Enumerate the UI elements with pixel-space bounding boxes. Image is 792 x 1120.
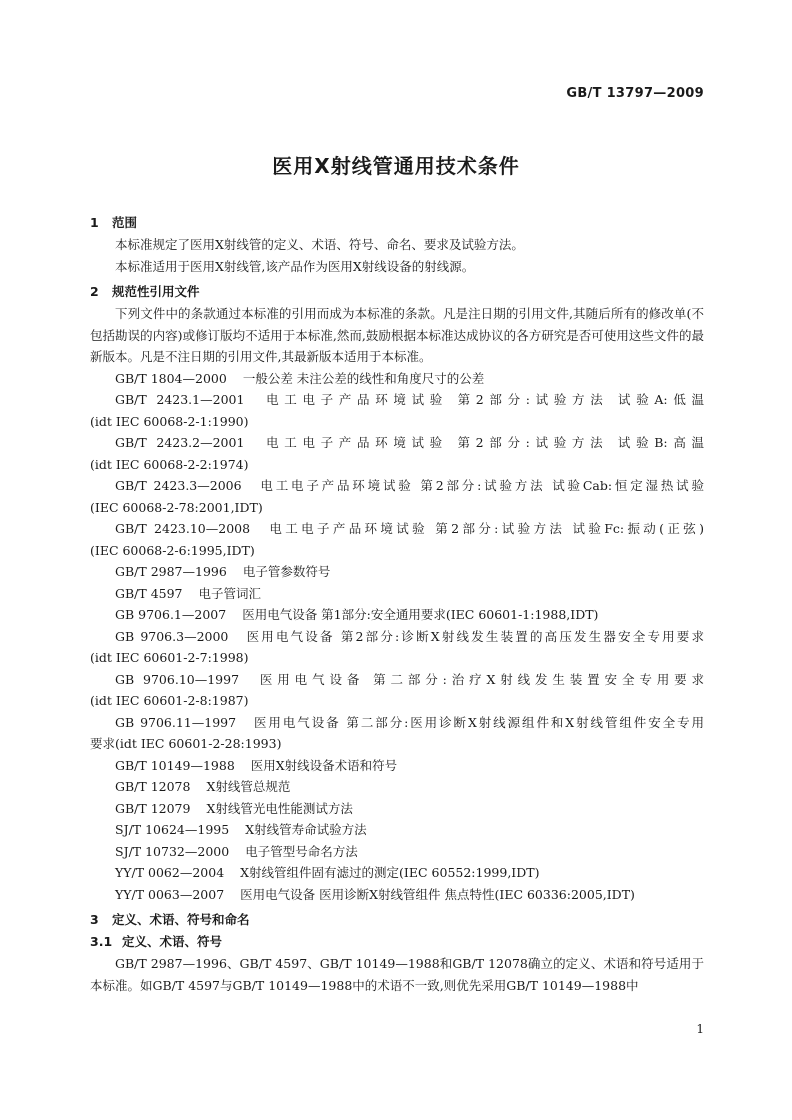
reference-title: 电工电子产品环境试验 第2部分:试验方法 试验B:高温	[260, 435, 704, 450]
standard-number: GB/T 13797—2009	[566, 86, 704, 101]
section-3-heading	[90, 909, 704, 931]
reference-line	[90, 798, 704, 820]
reference-entry	[90, 669, 704, 712]
reference-title: X射线管光电性能测试方法	[206, 800, 353, 816]
reference-entry	[90, 475, 704, 518]
reference-line	[90, 669, 704, 691]
reference-entry	[90, 561, 704, 583]
reference-code: GB 9706.3—2000	[115, 628, 229, 644]
reference-entry	[90, 819, 704, 841]
reference-line	[90, 841, 704, 863]
reference-title: 电子管型号命名方法	[245, 843, 358, 859]
reference-title: 医用电气设备 第二部分:治疗X射线发生装置安全专用要求	[255, 671, 704, 687]
reference-title: 电工电子产品环境试验 第2部分:试验方法 试验Cab:恒定湿热试验	[257, 478, 704, 493]
reference-title: X射线管总规范	[206, 779, 291, 794]
reference-entry	[90, 583, 704, 605]
reference-entry	[90, 518, 704, 561]
subsection-3-1-heading	[90, 931, 704, 953]
reference-line	[90, 561, 704, 583]
section-title: 规范性引用文件	[112, 284, 200, 299]
reference-code: GB 9706.10—1997	[115, 671, 240, 687]
reference-code: GB/T 2423.1—2001	[115, 392, 245, 407]
document-body	[90, 212, 704, 996]
paragraph: 本标准适用于医用X射线管,该产品作为医用X射线设备的射线源。	[115, 258, 475, 274]
reference-continuation: (idt IEC 60601-2-7:1998)	[90, 650, 249, 665]
reference-title: X射线管组件固有滤过的测定(IEC 60552:1999,IDT)	[240, 865, 540, 880]
paragraph: GB/T 2987—1996、GB/T 4597、GB/T 10149—1988和GB/T 12078确立的定义、术语和符号适用于本标准。如GB/T 4597与GB/T 10149—1988中的术语不一致,则优先采用GB/T 10149—1988中	[90, 956, 704, 993]
reference-continuation: 要求(idt IEC 60601-2-28:1993)	[90, 736, 282, 751]
reference-continuation: (IEC 60068-2-6:1995,IDT)	[90, 542, 255, 558]
paragraph: 下列文件中的条款通过本标准的引用而成为本标准的条款。凡是注日期的引用文件,其随后所有的修改单(不包括勘误的内容)或修订版均不适用于本标准,然而,鼓励根据本标准达成协议的各方研究是否可使用这些文件的最新版本。凡是不注日期的引用文件,其最新版本适用于本标准。	[90, 306, 704, 364]
reference-code: YY/T 0063—2007	[115, 886, 225, 902]
reference-code: SJ/T 10624—1995	[115, 822, 230, 837]
page-number: 1	[696, 1022, 704, 1036]
reference-line	[90, 884, 704, 906]
reference-code: GB/T 1804—2000	[115, 370, 227, 386]
reference-line	[90, 583, 704, 605]
document-title: 医用X射线管通用技术条件	[272, 154, 520, 178]
reference-line	[90, 475, 704, 497]
subsection-number: 3.1	[90, 934, 113, 949]
reference-entry	[90, 389, 704, 432]
reference-title: 电子管参数符号	[242, 564, 331, 579]
reference-entry	[90, 604, 704, 626]
reference-entry	[90, 755, 704, 777]
reference-continuation: (idt IEC 60068-2-1:1990)	[90, 413, 249, 429]
reference-title: 医用电气设备 第1部分:安全通用要求(IEC 60601-1:1988,IDT)	[242, 607, 599, 622]
reference-entry	[90, 432, 704, 475]
reference-line	[90, 626, 704, 648]
subsection-title: 定义、术语、符号	[122, 934, 223, 949]
normative-references-list	[90, 368, 704, 906]
reference-line	[90, 862, 704, 884]
reference-title: 医用电气设备 第2部分:诊断X射线发生装置的高压发生器安全专用要求	[244, 628, 704, 644]
reference-code: YY/T 0062—2004	[115, 865, 225, 880]
reference-code: SJ/T 10732—2000	[115, 843, 230, 859]
reference-entry	[90, 798, 704, 820]
reference-code: GB/T 10149—1988	[115, 757, 235, 773]
section-number: 1	[90, 215, 99, 230]
section-2-heading	[90, 281, 704, 303]
reference-code: GB/T 2423.2—2001	[115, 435, 245, 450]
reference-line	[90, 755, 704, 777]
section-title: 范围	[112, 215, 138, 230]
reference-line	[90, 518, 704, 540]
reference-continuation: (IEC 60068-2-78:2001,IDT)	[90, 499, 263, 515]
reference-line	[90, 432, 704, 454]
section-1-heading	[90, 212, 704, 234]
reference-title: X射线管寿命试验方法	[245, 822, 367, 837]
reference-entry	[90, 368, 704, 390]
reference-code: GB 9706.11—1997	[115, 714, 237, 730]
reference-line	[90, 368, 704, 390]
section-number: 2	[90, 284, 99, 299]
reference-line	[90, 712, 704, 734]
reference-title: 医用电气设备 第二部分:医用诊断X射线源组件和X射线管组件安全专用	[252, 714, 704, 730]
reference-code: GB/T 12078	[115, 779, 191, 794]
reference-title: 电工电子产品环境试验 第2部分:试验方法 试验Fc:振动(正弦)	[266, 521, 704, 536]
reference-continuation: (idt IEC 60601-2-8:1987)	[90, 693, 249, 708]
reference-entry	[90, 712, 704, 755]
reference-line	[90, 389, 704, 411]
reference-title: 一般公差 未注公差的线性和角度尺寸的公差	[242, 370, 485, 386]
reference-code: GB/T 12079	[115, 800, 191, 816]
section-number: 3	[90, 912, 99, 927]
reference-entry	[90, 776, 704, 798]
reference-title: 医用电气设备 医用诊断X射线管组件 焦点特性(IEC 60336:2005,IDT)	[240, 886, 635, 902]
reference-continuation: (idt IEC 60068-2-2:1974)	[90, 456, 249, 472]
reference-line	[90, 819, 704, 841]
reference-entry	[90, 884, 704, 906]
reference-code: GB/T 2987—1996	[115, 564, 227, 579]
reference-entry	[90, 862, 704, 884]
reference-title: 电子管词汇	[198, 585, 262, 601]
reference-code: GB 9706.1—2007	[115, 607, 227, 622]
reference-code: GB/T 2423.10—2008	[115, 521, 251, 536]
reference-code: GB/T 4597	[115, 585, 183, 601]
reference-entry	[90, 626, 704, 669]
reference-line	[90, 604, 704, 626]
reference-entry	[90, 841, 704, 863]
reference-title: 电工电子产品环境试验 第2部分:试验方法 试验A:低温	[260, 392, 704, 407]
reference-line	[90, 776, 704, 798]
reference-code: GB/T 2423.3—2006	[115, 478, 242, 493]
reference-title: 医用X射线设备术语和符号	[250, 757, 398, 773]
section-title: 定义、术语、符号和命名	[112, 912, 250, 927]
paragraph: 本标准规定了医用X射线管的定义、术语、符号、命名、要求及试验方法。	[115, 237, 524, 252]
